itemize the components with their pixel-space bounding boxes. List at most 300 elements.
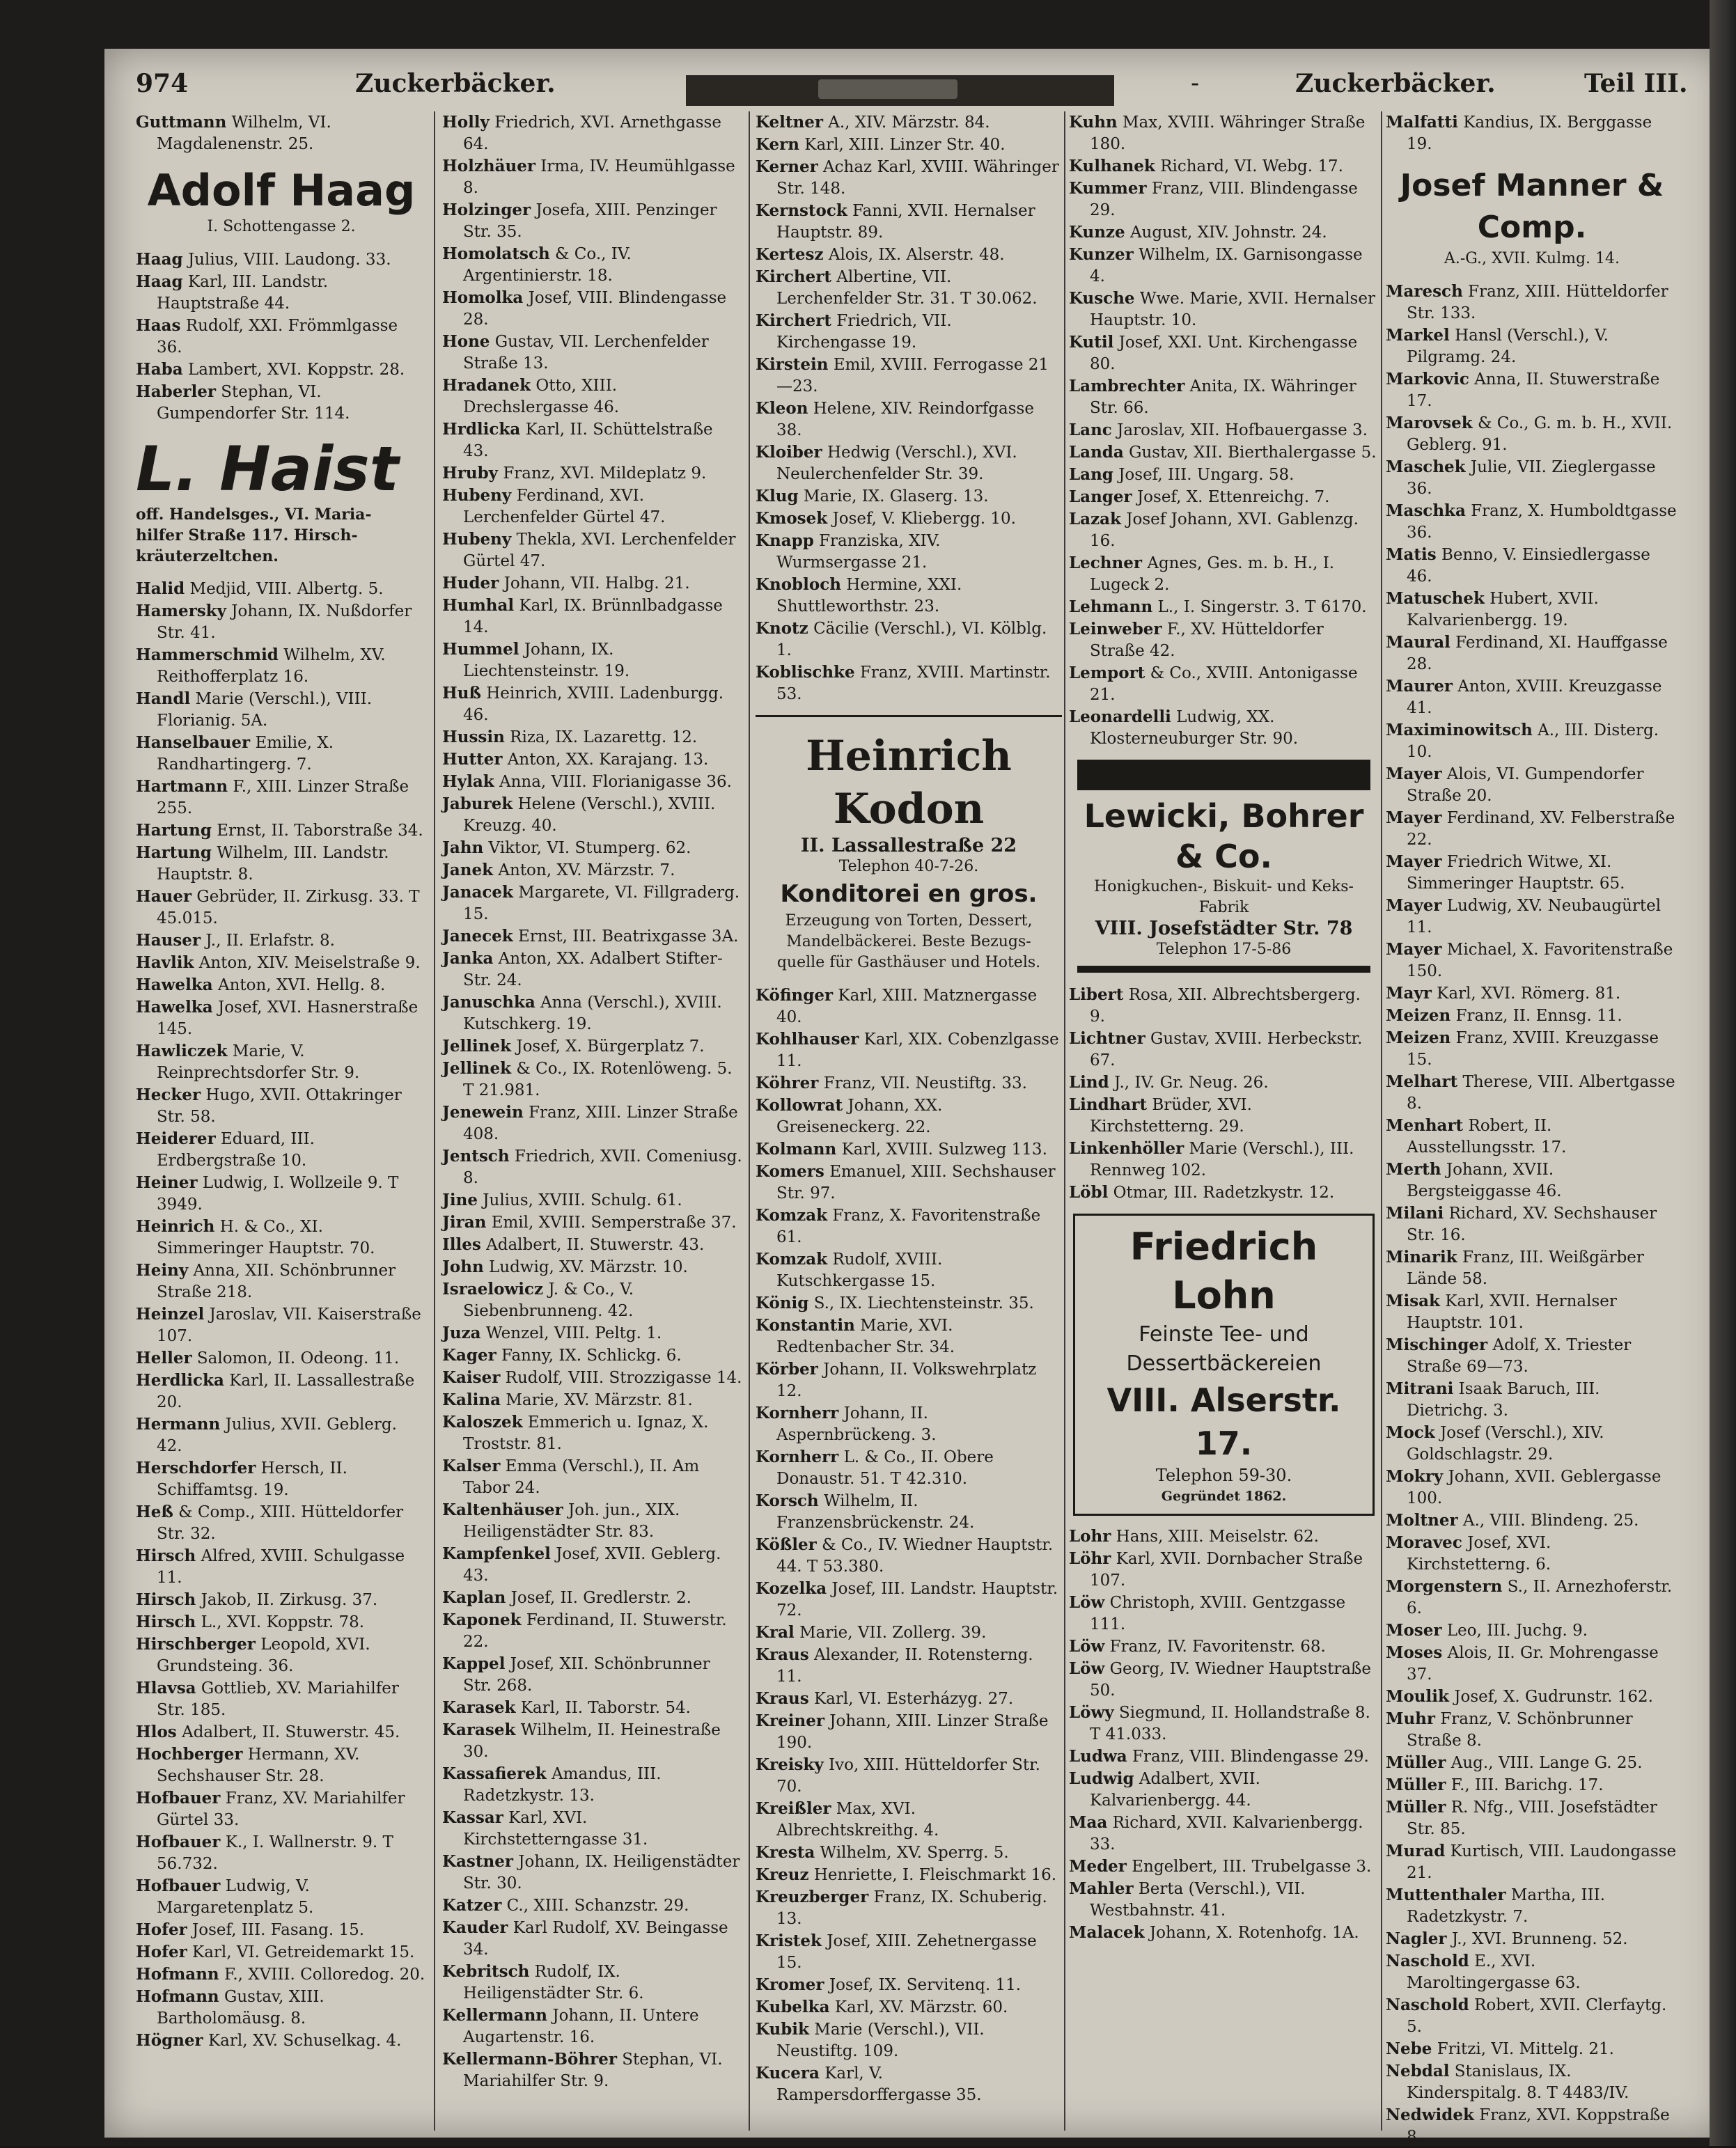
running-title-right: Zuckerbäcker.	[1295, 69, 1496, 98]
entry-details: Marie, XVI. Redtenbacher Str. 34.	[776, 1317, 955, 1356]
entry-details: Franz, XV. Mariahilfer Gürtel 33.	[157, 1789, 405, 1829]
entry-details: Ludwig, XV. Märzstr. 10.	[488, 1258, 688, 1276]
advert-phone: Telephon 17-5-86	[1156, 941, 1292, 958]
entry-details: S., IX. Liechtensteinstr. 35.	[813, 1294, 1034, 1312]
directory-entry	[756, 266, 1062, 310]
directory-entry	[442, 859, 743, 881]
directory-entry	[136, 952, 427, 974]
entry-name: Mayer	[1386, 896, 1442, 915]
entry-details: Josef, V. Kliebergg. 10.	[832, 510, 1016, 528]
column-rule	[1381, 111, 1382, 2131]
directory-entry	[1069, 419, 1379, 441]
entry-details: Karl, XIX. Cobenzlgasse 11.	[776, 1030, 1059, 1070]
entry-details: Franz, XVIII. Kreuzgasse 15.	[1407, 1029, 1659, 1069]
entry-details: Gustav, XIII. Bartholomäusg. 8.	[157, 1988, 324, 2028]
entry-name: Hawliczek	[136, 1042, 228, 1060]
directory-entry	[442, 1145, 743, 1189]
advert-founded: Gegründet 1862.	[1161, 1489, 1287, 1504]
entry-details: Wilhelm, XV. Sperrg. 5.	[820, 1844, 1009, 1862]
directory-entry	[1069, 441, 1379, 464]
entry-name: Lemport	[1069, 664, 1145, 682]
entry-name: Kebritsch	[442, 1962, 530, 1981]
entry-name: Kager	[442, 1346, 496, 1365]
entry-name: Heller	[136, 1349, 192, 1367]
directory-entry	[756, 1842, 1062, 1864]
entry-name: Handl	[136, 689, 191, 708]
entry-details: Rudolf, XVIII. Kutschkergasse 15.	[776, 1251, 943, 1290]
directory-entry	[756, 1996, 1062, 2018]
entry-name: Matuschek	[1386, 589, 1485, 608]
directory-entry	[136, 1963, 427, 1986]
entry-name: Hirsch	[136, 1546, 196, 1565]
directory-entry	[136, 381, 427, 425]
directory-entry	[1069, 1812, 1379, 1856]
entry-name: Kutil	[1069, 333, 1114, 352]
entry-name: Kraus	[756, 1689, 809, 1708]
directory-entry	[136, 1413, 427, 1457]
entry-name: Müller	[1386, 1775, 1446, 1794]
entry-details: Max, XVIII. Währinger Straße 180.	[1090, 113, 1366, 153]
directory-entry	[1386, 1994, 1678, 2038]
entry-details: Johann, VII. Halbg. 21.	[503, 574, 690, 593]
directory-entry	[136, 820, 427, 842]
directory-entry	[756, 661, 1062, 705]
entry-details: Karl, XVIII. Sulzweg 113.	[841, 1140, 1047, 1159]
entry-name: Moser	[1386, 1621, 1442, 1640]
entry-details: Karl, XVII. Dornbacher Straße 107.	[1090, 1550, 1363, 1590]
entry-details: Julius, XVIII. Schulg. 61.	[483, 1191, 682, 1209]
entry-details: Emmerich u. Ignaz, X. Troststr. 81.	[463, 1413, 709, 1453]
directory-entry	[442, 881, 743, 925]
entry-name: Maschka	[1386, 501, 1466, 520]
entry-name: Jahn	[442, 838, 484, 857]
entry-details: Stephan, VI. Mariahilfer Str. 9.	[463, 2051, 723, 2090]
directory-entry	[136, 1743, 427, 1787]
entry-name: Kromer	[756, 1975, 824, 1994]
directory-entry	[1069, 1636, 1379, 1658]
directory-entry	[1069, 706, 1379, 750]
entry-details: Engelbert, III. Trubelgasse 3.	[1132, 1858, 1372, 1876]
entry-details: Karl, XVII. Hernalser Hauptstr. 101.	[1407, 1292, 1617, 1332]
entry-name: Hradanek	[442, 376, 531, 395]
advert-line: Dessertbäckereien	[1126, 1351, 1322, 1376]
entry-details: Georg, IV. Wiedner Hauptstraße 50.	[1090, 1660, 1372, 1700]
entry-name: Maural	[1386, 633, 1450, 652]
entry-details: Franz, XIII. Hütteldorfer Str. 133.	[1407, 283, 1668, 322]
entry-details: F., XIII. Linzer Straße 255.	[157, 778, 409, 817]
directory-entry	[1069, 1922, 1379, 1944]
entry-name: Ludwig	[1069, 1769, 1134, 1788]
entry-name: Herdlicka	[136, 1371, 224, 1390]
entry-name: Hochberger	[136, 1745, 243, 1764]
advert-adolf-haag	[136, 165, 427, 237]
entry-name: Kulhanek	[1069, 157, 1155, 175]
entry-details: Heinrich, XVIII. Ladenburgg. 46.	[463, 684, 724, 724]
entry-name: Heiner	[136, 1173, 198, 1192]
directory-entry	[756, 310, 1062, 354]
directory-entry	[1069, 1856, 1379, 1878]
entry-name: Kaiser	[442, 1368, 501, 1387]
directory-entry	[1069, 464, 1379, 486]
advert-name: Friedrich Lohn	[1129, 1225, 1318, 1317]
entry-details: Franz, X. Humboldtgasse 36.	[1407, 502, 1677, 542]
entry-name: Hamersky	[136, 602, 226, 620]
entry-details: Gustav, VII. Lerchenfelder Straße 13.	[463, 333, 709, 373]
directory-entry	[136, 1919, 427, 1941]
entry-details: Hansl (Verschl.), V. Pilgramg. 24.	[1407, 327, 1609, 366]
directory-entry	[442, 1895, 743, 1917]
entry-details: Johann, II. Aspernbrückeng. 3.	[776, 1404, 937, 1444]
entry-name: Holzinger	[442, 201, 531, 219]
entry-details: Stanislaus, IX. Kinderspitalg. 8. T 4483/IV.	[1407, 2062, 1629, 2102]
entry-name: Kohlhauser	[756, 1030, 859, 1049]
directory-entry	[136, 271, 427, 315]
entry-name: Huß	[442, 684, 481, 703]
directory-entry	[136, 1721, 427, 1743]
entry-name: Kirchert	[756, 267, 831, 286]
entry-details: Wilhelm, II. Franzensbrückenstr. 24.	[776, 1492, 975, 1532]
directory-entry	[1069, 1658, 1379, 1702]
entry-name: Lind	[1069, 1073, 1109, 1092]
directory-entry	[756, 1315, 1062, 1358]
directory-entry	[1069, 662, 1379, 706]
entry-name: Kaponek	[442, 1610, 522, 1629]
entry-details: Ferdinand, II. Stuwerstr. 22.	[463, 1611, 727, 1651]
entry-details: Hugo, XVII. Ottakringer Str. 58.	[157, 1086, 402, 1126]
entry-name: Meizen	[1386, 1028, 1451, 1047]
column-rule	[749, 111, 750, 2131]
entry-name: Körber	[756, 1360, 818, 1379]
entry-name: Landa	[1069, 443, 1124, 462]
entry-details: L. & Co., II. Obere Donaustr. 51. T 42.310.	[776, 1448, 994, 1488]
entry-details: Ludwig, XV. Neubaugürtel 11.	[1407, 897, 1661, 936]
entry-details: Eduard, III. Erdbergstraße 10.	[157, 1130, 315, 1170]
directory-entry	[1386, 851, 1678, 895]
directory-entry	[442, 528, 743, 572]
entry-name: Mock	[1386, 1423, 1435, 1442]
entry-details: Karl, II. Taborstr. 54.	[520, 1699, 691, 1717]
directory-entry	[1069, 1072, 1379, 1094]
entry-name: Jine	[442, 1191, 478, 1209]
entry-details: Karl, XIII. Linzer Str. 40.	[804, 136, 1006, 154]
entry-details: Richard, XV. Sechshauser Str. 16.	[1407, 1205, 1657, 1244]
entry-name: Kleon	[756, 399, 808, 418]
entry-name: Kaplan	[442, 1588, 506, 1607]
entry-name: Lechner	[1069, 554, 1143, 572]
directory-entry	[136, 1677, 427, 1721]
directory-entry	[442, 462, 743, 485]
directory-entry	[1069, 111, 1379, 155]
directory-entry	[756, 530, 1062, 574]
entry-details: Salomon, II. Odeong. 11.	[196, 1349, 400, 1367]
entry-name: Maa	[1069, 1813, 1108, 1832]
entry-details: Franz, VIII. Blindengasse 29.	[1132, 1748, 1369, 1766]
entry-name: Matis	[1386, 545, 1437, 564]
advert-address: II. Lassallestraße 22	[800, 835, 1017, 856]
directory-entry	[136, 1875, 427, 1919]
advert-name: Lewicki, Bohrer	[1084, 797, 1364, 835]
entry-details: Johann, XX. Greiseneckerg. 22.	[776, 1097, 943, 1136]
entry-details: Ludwig, XX. Klosterneuburger Str. 90.	[1090, 708, 1299, 748]
entry-name: Köhrer	[756, 1074, 819, 1092]
entry-details: Hersch, II. Schiffamtsg. 19.	[157, 1459, 347, 1499]
entry-name: Illes	[442, 1235, 481, 1254]
entry-name: Hirsch	[136, 1590, 196, 1609]
directory-entry	[442, 1851, 743, 1895]
entry-details: Kandius, IX. Berggasse 19.	[1407, 113, 1652, 153]
directory-entry	[136, 2030, 427, 2052]
entry-name: Kirchert	[756, 311, 831, 330]
page-number: 974	[136, 69, 189, 98]
entry-details: Helene (Verschl.), XVIII. Kreuzg. 40.	[463, 795, 716, 835]
entry-details: Franz, XVIII. Martinstr. 53.	[776, 664, 1051, 703]
entry-details: Emil, XVIII. Semperstraße 37.	[491, 1214, 737, 1232]
entry-name: Havlik	[136, 953, 194, 972]
directory-entry	[1386, 1884, 1678, 1928]
entry-name: Mischinger	[1386, 1335, 1488, 1354]
entry-details: & Co., XVIII. Antonigasse 21.	[1090, 664, 1358, 704]
directory-entry	[1386, 412, 1678, 456]
entry-name: Hammerschmid	[136, 645, 279, 664]
entry-details: Johann, XIII. Linzer Straße 190.	[776, 1712, 1049, 1752]
directory-entry	[756, 1622, 1062, 1644]
entry-name: Ludwa	[1069, 1747, 1127, 1766]
entry-name: Holzhäuer	[442, 157, 535, 175]
directory-entry	[442, 1499, 743, 1543]
entry-details: Julius, VIII. Laudong. 33.	[187, 251, 391, 269]
entry-details: Anton, XX. Karajang. 13.	[507, 751, 709, 769]
entry-name: Kreuzberger	[756, 1888, 869, 1906]
entry-details: Joh. jun., XIX. Heiligenstädter Str. 83.	[463, 1501, 680, 1541]
directory-entry	[1386, 1510, 1678, 1532]
entry-details: & Comp., XIII. Hütteldorfer Str. 32.	[157, 1503, 404, 1543]
directory-entry	[442, 2048, 743, 2092]
directory-entry	[756, 134, 1062, 156]
entry-details: Franz, XVI. Koppstraße 8.	[1407, 2106, 1670, 2146]
directory-entry	[442, 155, 743, 199]
directory-entry	[1069, 288, 1379, 331]
directory-entry	[442, 331, 743, 375]
column-3	[756, 111, 1062, 2131]
entry-details: Cäcilie (Verschl.), VI. Kölblg. 1.	[776, 620, 1047, 659]
directory-entry	[1386, 281, 1678, 324]
entry-details: Hedwig (Verschl.), XVI. Neulerchenfelder Str. 39.	[776, 444, 1017, 483]
entry-details: Hermann, XV. Sechshauser Str. 28.	[157, 1746, 360, 1785]
entry-name: Haberler	[136, 382, 216, 401]
entry-name: Morgenstern	[1386, 1577, 1503, 1596]
entry-details: Marie, V. Reinprechtsdorfer Str. 9.	[157, 1042, 360, 1082]
directory-entry	[136, 996, 427, 1040]
entry-name: Müller	[1386, 1798, 1446, 1817]
entry-details: E., XVI. Maroltingergasse 63.	[1407, 1952, 1581, 1992]
entry-name: Mayer	[1386, 808, 1442, 827]
entry-name: Melhart	[1386, 1072, 1458, 1091]
entry-details: Alexander, II. Rotensterng. 11.	[776, 1646, 1033, 1686]
directory-entry	[1386, 111, 1678, 155]
directory-entry	[136, 688, 427, 732]
directory-entry	[136, 1216, 427, 1260]
header-ornament	[818, 79, 957, 99]
entry-name: Meizen	[1386, 1006, 1451, 1025]
entry-name: Konstantin	[756, 1316, 855, 1335]
entry-details: Adalbert, XVII. Kalvarienbergg. 44.	[1090, 1770, 1260, 1810]
entry-details: Anna, VIII. Florianigasse 36.	[499, 773, 732, 791]
entry-name: Hubeny	[442, 530, 512, 549]
directory-entry	[136, 1941, 427, 1963]
directory-entry	[1386, 1005, 1678, 1027]
directory-entry	[136, 1501, 427, 1545]
entry-name: Kuhn	[1069, 113, 1118, 132]
entry-name: Kristek	[756, 1931, 822, 1950]
entry-name: Hartung	[136, 821, 212, 840]
entry-name: Minarik	[1386, 1248, 1457, 1267]
directory-entry	[442, 1212, 743, 1234]
directory-entry	[756, 1028, 1062, 1072]
entry-name: Halid	[136, 579, 185, 598]
directory-entry	[136, 1831, 427, 1875]
entry-name: Hofbauer	[136, 1789, 221, 1808]
entry-name: Hubeny	[442, 486, 512, 505]
directory-entry	[756, 1930, 1062, 1974]
entry-name: Lohr	[1069, 1527, 1111, 1546]
entry-name: Moravec	[1386, 1533, 1462, 1552]
directory-entry	[442, 948, 743, 991]
directory-entry	[1386, 1928, 1678, 1950]
entry-name: Löbl	[1069, 1183, 1109, 1202]
entry-details: Hubert, XVII. Kalvarienbergg. 19.	[1407, 590, 1599, 629]
entry-details: Marie (Verschl.), VIII. Florianig. 5A.	[157, 690, 373, 730]
directory-entry	[756, 1798, 1062, 1842]
entry-details: Rudolf, IX. Heiligenstädter Str. 6.	[463, 1963, 644, 2002]
directory-entry	[442, 1102, 743, 1145]
directory-entry	[1069, 221, 1379, 244]
entry-details: Kurtisch, VIII. Laudongasse 21.	[1407, 1842, 1677, 1882]
directory-entry	[442, 837, 743, 859]
entry-details: Friedrich, XVI. Arnethgasse 64.	[463, 113, 721, 153]
entry-details: Josef, XIII. Zehetnergasse 15.	[776, 1932, 1037, 1972]
entry-name: Mahler	[1069, 1879, 1134, 1898]
directory-entry	[1386, 324, 1678, 368]
directory-entry	[136, 1347, 427, 1370]
entry-details: Siegmund, II. Hollandstraße 8. T 41.033.	[1090, 1704, 1370, 1743]
entry-details: Rudolf, VIII. Strozzigasse 14.	[505, 1369, 742, 1387]
entry-name: Hartung	[136, 843, 212, 862]
entry-details: J., XVI. Brunneng. 52.	[1451, 1930, 1628, 1948]
directory-entry	[1386, 807, 1678, 851]
column-rule	[434, 111, 435, 2131]
entry-details: Ludwig, V. Margaretenplatz 5.	[157, 1877, 314, 1917]
entry-name: Hirschberger	[136, 1635, 256, 1654]
entry-name: Guttmann	[136, 113, 227, 132]
entry-details: Max, XVI. Albrechtskreithg. 4.	[776, 1800, 939, 1840]
advert-l-haist	[136, 434, 427, 567]
directory-entry	[442, 1345, 743, 1367]
directory-entry	[442, 1189, 743, 1212]
entry-name: Lehmann	[1069, 597, 1153, 616]
entry-details: Karl, XV. Märzstr. 60.	[834, 1998, 1008, 2016]
entry-details: Anna, XII. Schönbrunner Straße 218.	[157, 1262, 396, 1301]
directory-entry	[442, 726, 743, 748]
entry-name: Kern	[756, 135, 799, 154]
entry-name: Hofbauer	[136, 1876, 221, 1895]
directory-entry	[1069, 331, 1379, 375]
entry-name: Huder	[442, 574, 499, 593]
directory-entry	[756, 1534, 1062, 1578]
entry-details: Friedrich, VII. Kirchengasse 19.	[776, 312, 952, 352]
entry-name: Hutter	[442, 750, 503, 769]
entry-details: Gebrüder, II. Zirkusg. 33. T 45.015.	[157, 888, 420, 927]
entry-details: Johann, IX. Liechtensteinstr. 19.	[463, 641, 630, 680]
advert-phone: Telephon 59-30.	[1155, 1466, 1292, 1485]
advert-name: L. Haist	[136, 433, 399, 505]
entry-name: Kubelka	[756, 1998, 830, 2016]
entry-details: H. & Co., XI. Simmeringer Hauptstr. 70.	[157, 1218, 375, 1257]
entry-name: John	[442, 1257, 484, 1276]
entry-details: Aug., VIII. Lange G. 25.	[1450, 1754, 1643, 1772]
directory-entry	[442, 1058, 743, 1102]
entry-details: & Co., IX. Rotenlöweng. 5. T 21.981.	[463, 1060, 733, 1099]
entry-details: Karl, VI. Getreidemarkt 15.	[192, 1943, 415, 1961]
entry-name: Mokry	[1386, 1467, 1444, 1486]
entry-details: Emanuel, XIII. Sechshauser Str. 97.	[776, 1163, 1056, 1202]
entry-details: Ludwig, I. Wollzeile 9. T 3949.	[157, 1174, 399, 1214]
entry-details: Josef, XVI. Hasnerstraße 145.	[157, 998, 419, 1038]
entry-name: Maurer	[1386, 677, 1453, 696]
entry-details: Hermine, XXI. Shuttleworthstr. 23.	[776, 576, 962, 616]
entry-name: Hofmann	[136, 1987, 219, 2006]
entry-details: & Co., IV. Argentinierstr. 18.	[463, 245, 632, 285]
entry-name: Haag	[136, 250, 183, 269]
entry-details: Julie, VII. Zieglergasse 36.	[1407, 458, 1656, 498]
entry-name: Murad	[1386, 1842, 1446, 1860]
entry-name: Januschka	[442, 993, 535, 1012]
entry-name: Hartmann	[136, 777, 228, 796]
directory-entry	[136, 1545, 427, 1589]
entry-details: Wilhelm, IX. Garnisongasse 4.	[1090, 246, 1363, 285]
directory-entry	[756, 200, 1062, 244]
entry-name: Kornherr	[756, 1448, 839, 1466]
entry-details: Fritzi, VI. Mittelg. 21.	[1437, 2040, 1614, 2058]
directory-entry	[1386, 1246, 1678, 1290]
directory-entry	[136, 930, 427, 952]
entry-name: Hone	[442, 332, 490, 351]
directory-entry	[136, 1303, 427, 1347]
entry-details: Berta (Verschl.), VII. Westbahnstr. 41.	[1090, 1880, 1306, 1920]
entry-details: Josef, III. Fasang. 15.	[192, 1921, 365, 1939]
directory-entry	[136, 1040, 427, 1084]
entry-details: Anton, XIV. Meiselstraße 9.	[198, 954, 421, 972]
directory-entry	[1386, 1950, 1678, 1994]
directory-entry	[136, 1611, 427, 1633]
column-2	[442, 111, 743, 2131]
entry-name: Kloiber	[756, 443, 822, 462]
entry-details: Karl Rudolf, XV. Beingasse 34.	[463, 1919, 728, 1959]
directory-entry	[756, 1446, 1062, 1490]
entry-name: Israelowicz	[442, 1280, 544, 1299]
directory-entry	[136, 974, 427, 996]
entry-details: Agnes, Ges. m. b. H., I. Lugeck 2.	[1090, 554, 1335, 594]
entry-name: Hussin	[442, 728, 505, 746]
entry-name: Kozelka	[756, 1579, 827, 1598]
directory-entry	[442, 418, 743, 462]
entry-details: A., III. Disterg. 10.	[1407, 721, 1659, 761]
entry-details: L., I. Singerstr. 3. T 6170.	[1157, 598, 1367, 616]
directory-entry	[136, 732, 427, 776]
entry-details: Ferdinand, XVI. Lerchenfelder Gürtel 47.	[463, 487, 666, 526]
directory-entry	[1386, 895, 1678, 939]
entry-name: Herschdorfer	[136, 1459, 256, 1477]
entry-name: Kubik	[756, 2020, 809, 2039]
